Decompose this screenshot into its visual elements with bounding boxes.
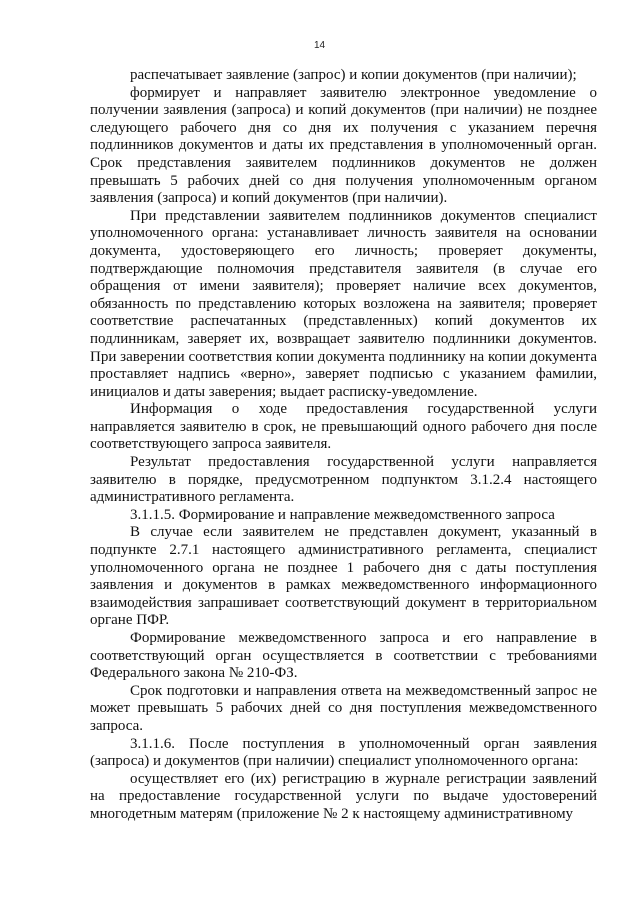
paragraph-missing-document: В случае если заявителем не представлен документ, указанный в подпункте 2.7.1 настоящего административного регламента, специалист уполномоченного органа не позднее 1 рабочего дня с даты поступления заявления и документов в рамках межведомственного информационного взаимодействия запрашивает соответствующий документ в территориальном органе ПФР. (90, 524, 597, 629)
paragraph-electronic-notice: формирует и направляет заявителю электронное уведомление о получении заявления (запроса) и копий документов (при наличии) не позднее следующего рабочего дня со дня их получения с указанием перечня подлинников документов и даты их представления в уполномоченный орган. Срок представления заявителем подлинников документов не должен превышать 5 рабочих дней со дня получения уполномоченным органом заявления (запроса) и копий документов (при наличии). (90, 84, 597, 207)
document-body (90, 67, 597, 824)
section-heading-3-1-1-5: 3.1.1.5. Формирование и направление межведомственного запроса (130, 506, 555, 523)
paragraph-registration: осуществляет его (их) регистрацию в журнале регистрации заявлений на предоставление государственной услуги по выдаче удостоверений многодетным матерям (приложение № 2 к настоящему административному (90, 770, 597, 822)
page-number: 14 (313, 40, 326, 51)
paragraph-response-deadline: Срок подготовки и направления ответа на межведомственный запрос не может превышать 5 рабочих дней со дня поступления межведомственного запроса. (90, 682, 597, 734)
paragraph-progress-info: Информация о ходе предоставления государственной услуги направляется заявителю в срок, не превышающий одного рабочего дня после соответствующего запроса заявителя. (90, 401, 597, 453)
paragraph-print-documents: распечатывает заявление (запрос) и копии документов (при наличии); (130, 67, 577, 83)
paragraph-interagency-request: Формирование межведомственного запроса и его направление в соответствующий орган осуществляется в соответствии с требованиями Федерального закона № 210-ФЗ. (90, 630, 597, 682)
section-heading-3-1-1-6: 3.1.1.6. После поступления в уполномоченный орган заявления (запроса) и документов (при наличии) специалист уполномоченного органа: (90, 735, 597, 770)
paragraph-service-result: Результат предоставления государственной услуги направляется заявителю в порядке, предусмотренном подпунктом 3.1.2.4 настоящего административного регламента. (90, 454, 597, 506)
paragraph-original-documents: При представлении заявителем подлинников документов специалист уполномоченного органа: устанавливает личность заявителя на основании документа, удостоверяющего его личность; проверяет документы, подтверждающие полномочия представителя заявителя (в случае его обращения от имени заявителя); проверяет наличие всех документов, обязанность по представлению которых возложена на заявителя; проверяет соответствие распечатанных (представленных) копий документов их подлинникам, заверяет их, возвращает заявителю подлинники документов. При заверении соответствия копии документа подлиннику на копии документа проставляет надпись «верно», заверяет подписью с указанием фамилии, инициалов и даты заверения; выдает расписку-уведомление. (90, 207, 597, 400)
